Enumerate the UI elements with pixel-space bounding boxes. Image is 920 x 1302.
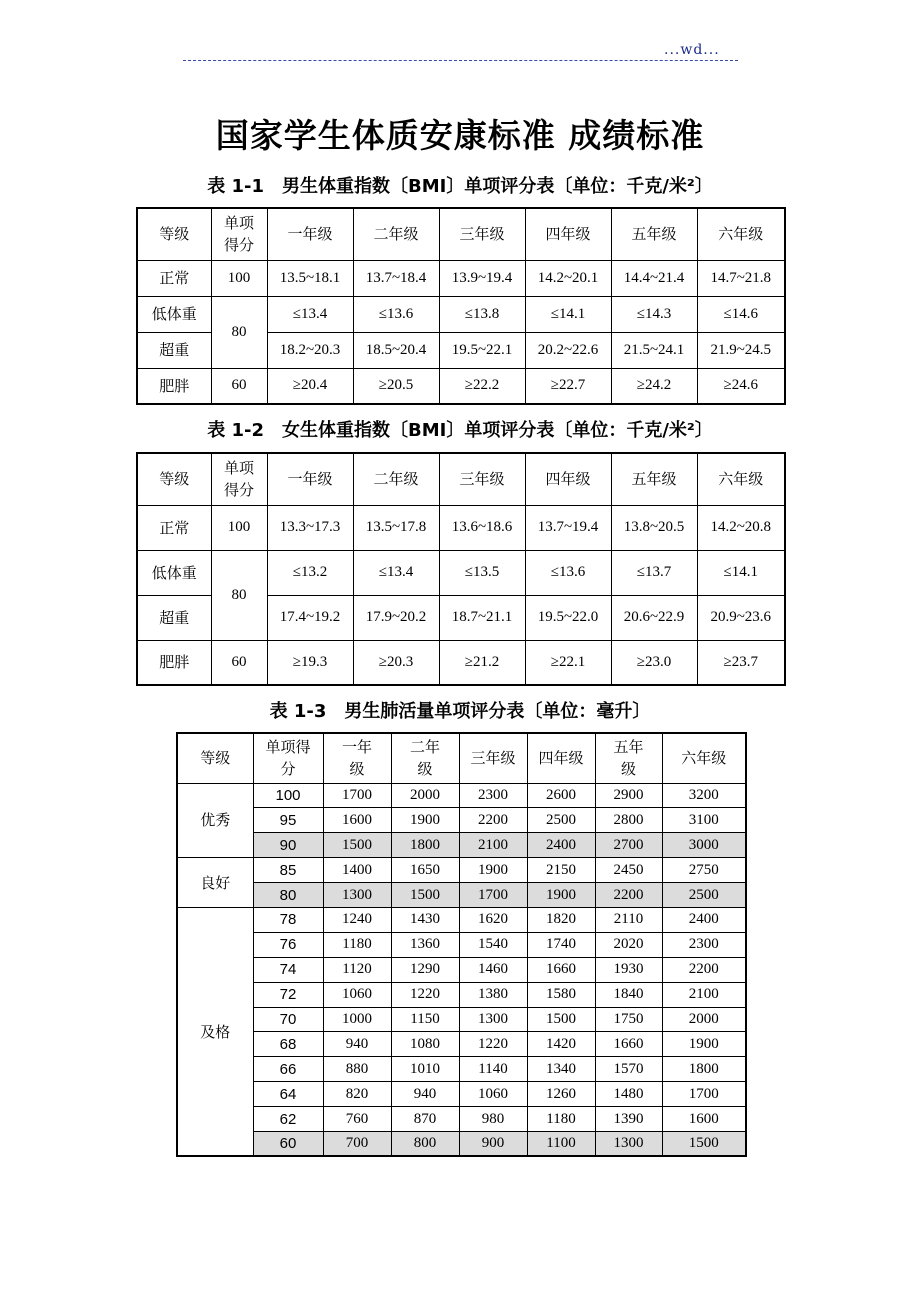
table-row (137, 505, 785, 550)
header-cell: 单项得分 (211, 208, 267, 260)
score-cell: 60 (211, 368, 267, 404)
header-cell: 五年级 (611, 453, 697, 505)
table-row (177, 1032, 746, 1057)
table1-caption: 表 1-1 男生体重指数〔BMI〕单项评分表〔单位：千克/米²〕 (207, 176, 713, 197)
value-cell: 14.4~21.4 (611, 260, 697, 296)
score-cell: 95 (253, 808, 323, 833)
value-cell: 1600 (662, 1107, 746, 1132)
value-cell: 1340 (527, 1057, 595, 1082)
table-row (177, 1057, 746, 1082)
value-cell: 1900 (459, 858, 527, 883)
header-cell: 三年级 (439, 208, 525, 260)
value-cell: ≥23.0 (611, 640, 697, 685)
header-cell: 四年级 (525, 208, 611, 260)
score-cell: 60 (211, 640, 267, 685)
table-row (177, 808, 746, 833)
value-cell: 1000 (323, 1007, 391, 1032)
table-row (177, 833, 746, 858)
value-cell: 1460 (459, 957, 527, 982)
value-cell: ≤13.2 (267, 550, 353, 595)
score-cell: 72 (253, 982, 323, 1007)
value-cell: 1620 (459, 907, 527, 932)
value-cell: 1580 (527, 982, 595, 1007)
value-cell: 1930 (595, 957, 662, 982)
value-cell: 2800 (595, 808, 662, 833)
value-cell: 1220 (391, 982, 459, 1007)
table-row (137, 260, 785, 296)
value-cell: 2100 (662, 982, 746, 1007)
table-header-row (137, 208, 785, 260)
value-cell: 1660 (595, 1032, 662, 1057)
value-cell: 2400 (662, 907, 746, 932)
value-cell: ≥24.6 (697, 368, 785, 404)
value-cell: 1290 (391, 957, 459, 982)
header-cell: 一年级 (323, 733, 391, 783)
value-cell: 1260 (527, 1082, 595, 1107)
value-cell: 1300 (595, 1131, 662, 1156)
value-cell: ≤13.4 (353, 550, 439, 595)
value-cell: 2000 (391, 783, 459, 808)
value-cell: 1120 (323, 957, 391, 982)
value-cell: 1500 (323, 833, 391, 858)
header-cell: 一年级 (267, 453, 353, 505)
value-cell: ≤13.7 (611, 550, 697, 595)
value-cell: 21.9~24.5 (697, 332, 785, 368)
header-cell: 单项得分 (253, 733, 323, 783)
score-cell: 68 (253, 1032, 323, 1057)
value-cell: 13.7~19.4 (525, 505, 611, 550)
value-cell: 1300 (459, 1007, 527, 1032)
value-cell: 17.9~20.2 (353, 595, 439, 640)
value-cell: 2450 (595, 858, 662, 883)
value-cell: 1500 (662, 1131, 746, 1156)
value-cell: 1430 (391, 907, 459, 932)
table-row (137, 640, 785, 685)
score-cell: 85 (253, 858, 323, 883)
value-cell: 13.5~17.8 (353, 505, 439, 550)
header-cell: 三年级 (439, 453, 525, 505)
value-cell: ≥20.5 (353, 368, 439, 404)
value-cell: ≤13.4 (267, 296, 353, 332)
grade-cell: 低体重 (137, 550, 211, 595)
value-cell: 2110 (595, 907, 662, 932)
header-divider (183, 60, 738, 61)
value-cell: 760 (323, 1107, 391, 1132)
score-cell: 100 (211, 505, 267, 550)
value-cell: 1060 (323, 982, 391, 1007)
value-cell: 1220 (459, 1032, 527, 1057)
table-row (177, 1131, 746, 1156)
value-cell: 2900 (595, 783, 662, 808)
value-cell: 2200 (459, 808, 527, 833)
value-cell: ≥20.3 (353, 640, 439, 685)
header-cell: 等级 (137, 208, 211, 260)
value-cell: 1400 (323, 858, 391, 883)
header-cell: 一年级 (267, 208, 353, 260)
value-cell: 700 (323, 1131, 391, 1156)
table-row (177, 783, 746, 808)
value-cell: 3200 (662, 783, 746, 808)
header-cell: 六年级 (662, 733, 746, 783)
value-cell: ≥23.7 (697, 640, 785, 685)
grade-cell: 肥胖 (137, 368, 211, 404)
value-cell: 2750 (662, 858, 746, 883)
grade-cell: 及格 (177, 907, 253, 1156)
value-cell: 2400 (527, 833, 595, 858)
value-cell: 20.9~23.6 (697, 595, 785, 640)
value-cell: 2300 (459, 783, 527, 808)
value-cell: 20.6~22.9 (611, 595, 697, 640)
value-cell: 19.5~22.1 (439, 332, 525, 368)
value-cell: 18.2~20.3 (267, 332, 353, 368)
value-cell: 3100 (662, 808, 746, 833)
score-cell: 70 (253, 1007, 323, 1032)
value-cell: 18.7~21.1 (439, 595, 525, 640)
value-cell: 1060 (459, 1082, 527, 1107)
header-cell: 六年级 (697, 208, 785, 260)
value-cell: 2000 (662, 1007, 746, 1032)
value-cell: 1360 (391, 932, 459, 957)
value-cell: 1180 (323, 932, 391, 957)
value-cell: 1140 (459, 1057, 527, 1082)
header-cell: 等级 (177, 733, 253, 783)
grade-cell: 超重 (137, 595, 211, 640)
value-cell: 1480 (595, 1082, 662, 1107)
value-cell: 19.5~22.0 (525, 595, 611, 640)
value-cell: 2100 (459, 833, 527, 858)
header-cell: 五年级 (611, 208, 697, 260)
value-cell: 1820 (527, 907, 595, 932)
header-cell: 二年级 (391, 733, 459, 783)
table-row (137, 296, 785, 332)
header-cell: 五年级 (595, 733, 662, 783)
value-cell: 1100 (527, 1131, 595, 1156)
value-cell: ≥24.2 (611, 368, 697, 404)
score-cell: 100 (211, 260, 267, 296)
value-cell: 2200 (595, 883, 662, 908)
value-cell: ≥22.1 (525, 640, 611, 685)
value-cell: 800 (391, 1131, 459, 1156)
value-cell: 1180 (527, 1107, 595, 1132)
score-cell: 80 (253, 883, 323, 908)
score-cell: 78 (253, 907, 323, 932)
grade-cell: 正常 (137, 260, 211, 296)
value-cell: 14.2~20.1 (525, 260, 611, 296)
value-cell: 1420 (527, 1032, 595, 1057)
value-cell: 1300 (323, 883, 391, 908)
value-cell: 1240 (323, 907, 391, 932)
score-cell: 90 (253, 833, 323, 858)
value-cell: 13.7~18.4 (353, 260, 439, 296)
value-cell: 13.3~17.3 (267, 505, 353, 550)
value-cell: 1660 (527, 957, 595, 982)
value-cell: 940 (323, 1032, 391, 1057)
value-cell: 1080 (391, 1032, 459, 1057)
value-cell: 820 (323, 1082, 391, 1107)
value-cell: ≤14.3 (611, 296, 697, 332)
value-cell: 18.5~20.4 (353, 332, 439, 368)
value-cell: ≥22.2 (439, 368, 525, 404)
value-cell: 1900 (662, 1032, 746, 1057)
value-cell: ≤13.6 (353, 296, 439, 332)
value-cell: 17.4~19.2 (267, 595, 353, 640)
grade-cell: 低体重 (137, 296, 211, 332)
value-cell: 14.7~21.8 (697, 260, 785, 296)
value-cell: 3000 (662, 833, 746, 858)
value-cell: 1700 (323, 783, 391, 808)
value-cell: 14.2~20.8 (697, 505, 785, 550)
value-cell: 13.8~20.5 (611, 505, 697, 550)
value-cell: ≥19.3 (267, 640, 353, 685)
value-cell: 1010 (391, 1057, 459, 1082)
table-row (177, 1107, 746, 1132)
score-cell: 64 (253, 1082, 323, 1107)
grade-cell: 良好 (177, 858, 253, 908)
value-cell: 13.5~18.1 (267, 260, 353, 296)
value-cell: 2500 (662, 883, 746, 908)
value-cell: 980 (459, 1107, 527, 1132)
value-cell: 13.9~19.4 (439, 260, 525, 296)
value-cell: 1800 (391, 833, 459, 858)
value-cell: 2500 (527, 808, 595, 833)
score-cell: 80 (211, 550, 267, 640)
value-cell: 1570 (595, 1057, 662, 1082)
table3-caption: 表 1-3 男生肺活量单项评分表〔单位：毫升〕 (269, 701, 651, 722)
score-cell: 66 (253, 1057, 323, 1082)
value-cell: 1540 (459, 932, 527, 957)
table-row (177, 957, 746, 982)
value-cell: 1800 (662, 1057, 746, 1082)
table-row (177, 982, 746, 1007)
grade-cell: 肥胖 (137, 640, 211, 685)
value-cell: 2600 (527, 783, 595, 808)
value-cell: ≤13.5 (439, 550, 525, 595)
value-cell: 1500 (391, 883, 459, 908)
page-title: 国家学生体质安康标准 成绩标准 (215, 116, 705, 155)
value-cell: 1740 (527, 932, 595, 957)
value-cell: 2700 (595, 833, 662, 858)
score-cell: 100 (253, 783, 323, 808)
value-cell: 1650 (391, 858, 459, 883)
value-cell: 1700 (662, 1082, 746, 1107)
value-cell: 870 (391, 1107, 459, 1132)
value-cell: 1390 (595, 1107, 662, 1132)
table2-caption: 表 1-2 女生体重指数〔BMI〕单项评分表〔单位：千克/米²〕 (207, 420, 713, 441)
score-cell: 60 (253, 1131, 323, 1156)
header-cell: 四年级 (525, 453, 611, 505)
table-row (177, 1082, 746, 1107)
value-cell: ≤13.8 (439, 296, 525, 332)
table2-female-bmi (136, 452, 786, 686)
score-cell: 80 (211, 296, 267, 368)
value-cell: 1500 (527, 1007, 595, 1032)
grade-cell: 正常 (137, 505, 211, 550)
value-cell: 1900 (391, 808, 459, 833)
table-row (177, 883, 746, 908)
table-header-row (177, 733, 746, 783)
value-cell: ≥22.7 (525, 368, 611, 404)
header-cell: 六年级 (697, 453, 785, 505)
table1-male-bmi (136, 207, 786, 405)
table-row (177, 932, 746, 957)
table-row (177, 858, 746, 883)
table-row (137, 550, 785, 595)
score-cell: 74 (253, 957, 323, 982)
value-cell: 1900 (527, 883, 595, 908)
table-header-row (137, 453, 785, 505)
value-cell: ≤14.1 (525, 296, 611, 332)
header-cell: 等级 (137, 453, 211, 505)
header-cell: 单项得分 (211, 453, 267, 505)
value-cell: 13.6~18.6 (439, 505, 525, 550)
score-cell: 76 (253, 932, 323, 957)
value-cell: 1750 (595, 1007, 662, 1032)
header-mark: ...wd... (664, 42, 720, 58)
value-cell: 900 (459, 1131, 527, 1156)
value-cell: 2150 (527, 858, 595, 883)
value-cell: 1700 (459, 883, 527, 908)
value-cell: 1600 (323, 808, 391, 833)
value-cell: 940 (391, 1082, 459, 1107)
value-cell: 1380 (459, 982, 527, 1007)
header-cell: 四年级 (527, 733, 595, 783)
value-cell: 1150 (391, 1007, 459, 1032)
value-cell: 20.2~22.6 (525, 332, 611, 368)
table-row (177, 907, 746, 932)
value-cell: ≤13.6 (525, 550, 611, 595)
value-cell: ≤14.6 (697, 296, 785, 332)
value-cell: 1840 (595, 982, 662, 1007)
header-cell: 三年级 (459, 733, 527, 783)
header-cell: 二年级 (353, 208, 439, 260)
score-cell: 62 (253, 1107, 323, 1132)
value-cell: ≥21.2 (439, 640, 525, 685)
grade-cell: 优秀 (177, 783, 253, 858)
value-cell: ≤14.1 (697, 550, 785, 595)
table-row (137, 368, 785, 404)
grade-cell: 超重 (137, 332, 211, 368)
value-cell: ≥20.4 (267, 368, 353, 404)
value-cell: 2020 (595, 932, 662, 957)
value-cell: 880 (323, 1057, 391, 1082)
value-cell: 2200 (662, 957, 746, 982)
value-cell: 2300 (662, 932, 746, 957)
header-cell: 二年级 (353, 453, 439, 505)
table-row (177, 1007, 746, 1032)
value-cell: 21.5~24.1 (611, 332, 697, 368)
table3-male-vital-capacity (176, 732, 747, 1157)
